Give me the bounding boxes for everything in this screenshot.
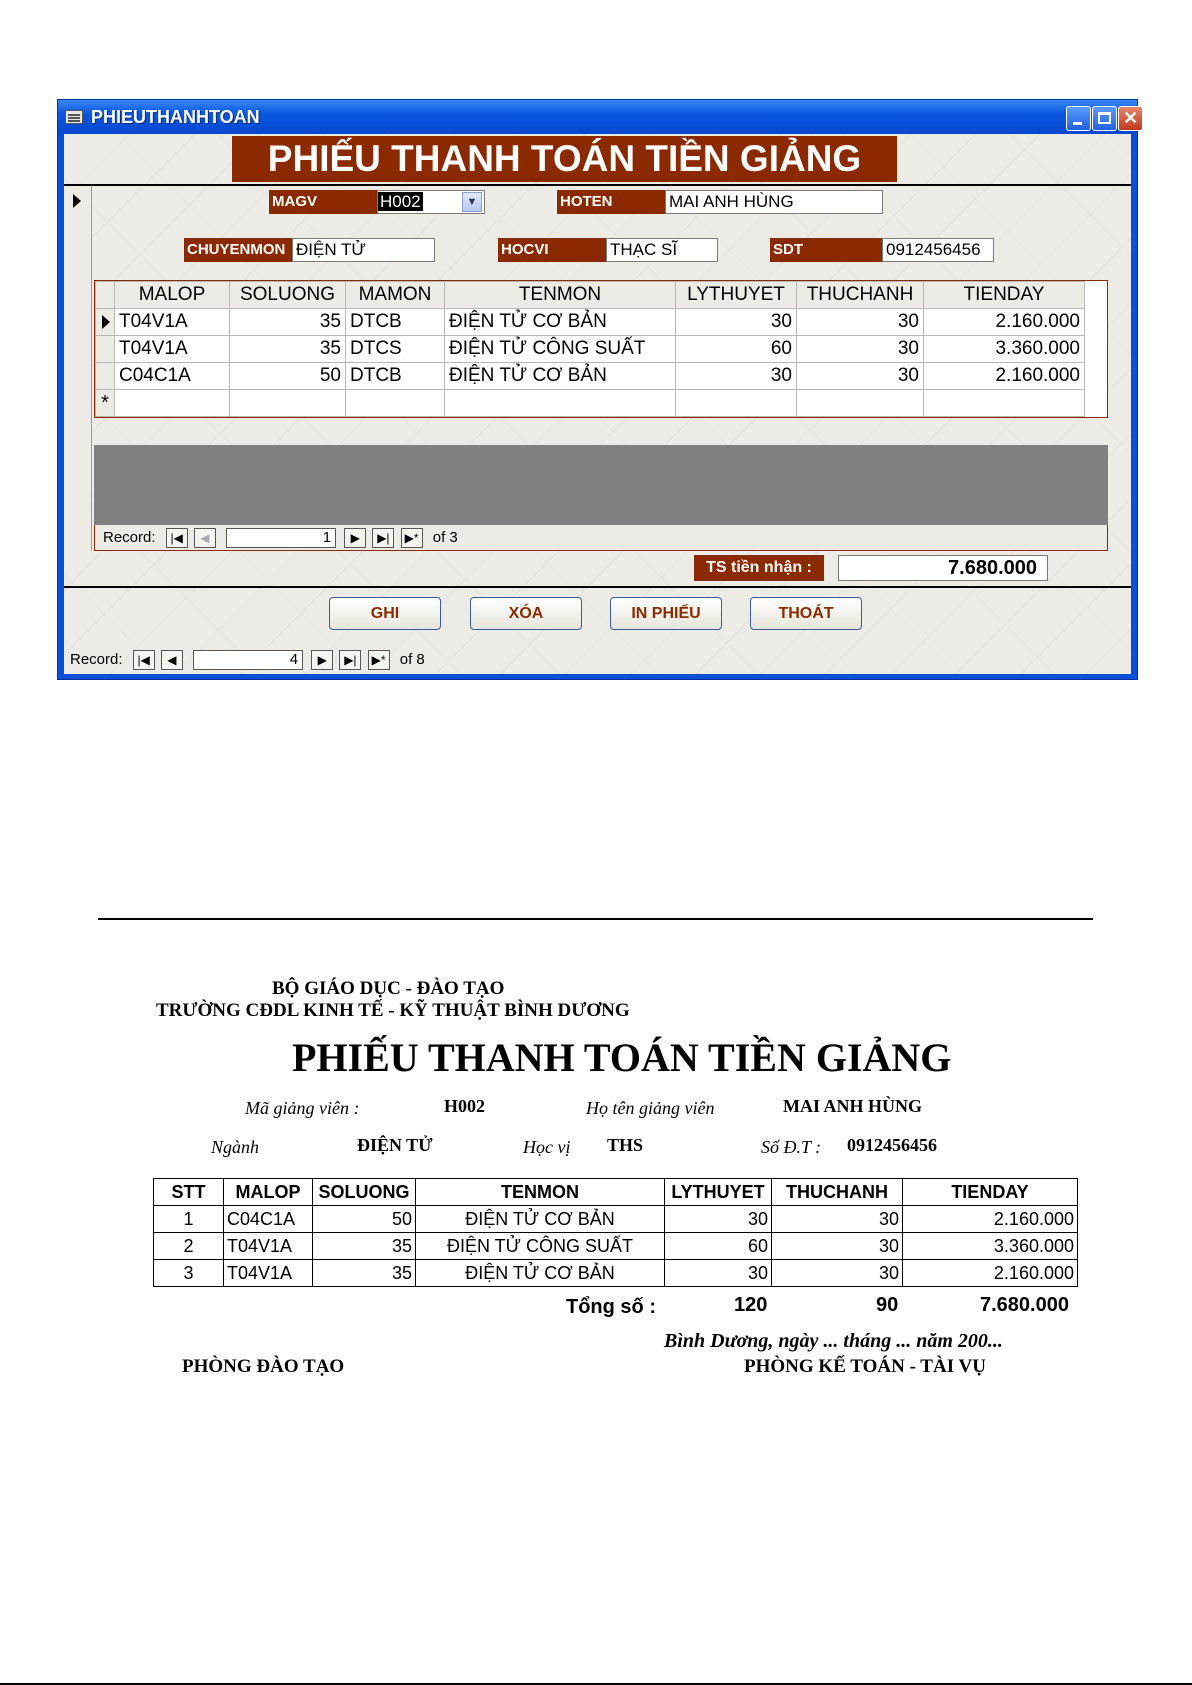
record-position-input[interactable]: 4 (193, 650, 303, 670)
report-header-school: TRƯỜNG CĐDL KINH TẾ - KỸ THUẬT BÌNH DƯƠNG (156, 1000, 630, 1021)
first-record-button[interactable]: |◀ (166, 528, 188, 548)
record-label: Record: (70, 651, 123, 668)
hocvi-field[interactable]: THẠC SĨ (606, 238, 718, 262)
report-total-label: Tổng số : (566, 1296, 656, 1318)
cell[interactable]: 30 (797, 336, 924, 363)
last-record-button[interactable]: ▶| (372, 528, 394, 548)
form-title: PHIẾU THANH TOÁN TIỀN GIẢNG (232, 136, 897, 182)
report-total-tienday: 7.680.000 (980, 1294, 1069, 1316)
report-value-nganh: ĐIỆN TỬ (357, 1135, 433, 1155)
report-sign-right: PHÒNG KẾ TOÁN - TÀI VỤ (744, 1356, 986, 1377)
cell[interactable] (230, 390, 346, 417)
table-row (154, 1260, 1078, 1287)
column-header[interactable]: SOLUONG (230, 282, 346, 309)
cell[interactable]: 2.160.000 (924, 363, 1085, 390)
cell[interactable]: 35 (230, 336, 346, 363)
subform-datasheet[interactable] (94, 280, 1108, 418)
cell: T04V1A (224, 1233, 313, 1260)
form-window (57, 99, 1138, 680)
title-bar[interactable] (58, 100, 1137, 134)
report-date-line: Bình Dương, ngày ... tháng ... năm 200... (664, 1330, 1003, 1352)
cell[interactable]: ĐIỆN TỬ CƠ BẢN (445, 363, 676, 390)
report-label-ho-ten: Họ tên giảng viên (586, 1098, 715, 1118)
cell: ĐIỆN TỬ CƠ BẢN (416, 1260, 665, 1287)
report-total-thuchanh: 90 (876, 1294, 899, 1316)
save-button[interactable]: GHI (329, 597, 441, 630)
new-record-button[interactable]: ▶* (368, 650, 390, 670)
cell[interactable]: 3.360.000 (924, 336, 1085, 363)
cell: 60 (665, 1233, 772, 1260)
table-row[interactable] (96, 363, 1085, 390)
report-label-hoc-vi: Học vị (523, 1137, 571, 1157)
subform-table (95, 281, 1085, 417)
row-selector[interactable] (96, 309, 115, 336)
cell[interactable] (346, 390, 445, 417)
cell: 3.360.000 (903, 1233, 1078, 1260)
cell[interactable]: T04V1A (115, 309, 230, 336)
next-record-button[interactable]: ▶ (344, 528, 366, 548)
table-row[interactable] (96, 309, 1085, 336)
column-header: TIENDAY (903, 1179, 1078, 1206)
column-header: STT (154, 1179, 224, 1206)
report-header-row (154, 1179, 1078, 1206)
report-label-ma-gv: Mã giảng viên : (245, 1098, 360, 1118)
cell: ĐIỆN TỬ CƠ BẢN (416, 1206, 665, 1233)
cell: 30 (772, 1233, 903, 1260)
print-button[interactable]: IN PHIẾU (610, 597, 722, 630)
prev-record-button[interactable]: ◀ (194, 528, 216, 548)
chuyenmon-label: CHUYENMON (184, 238, 292, 262)
maximize-button[interactable] (1092, 106, 1117, 131)
cell: 2.160.000 (903, 1206, 1078, 1233)
cell: 30 (665, 1206, 772, 1233)
table-row (154, 1233, 1078, 1260)
cell[interactable]: DTCS (346, 336, 445, 363)
separator-rule (98, 918, 1093, 920)
cell[interactable]: 35 (230, 309, 346, 336)
report-label-so-dt: Số Đ.T : (761, 1137, 822, 1157)
cell[interactable]: 30 (676, 309, 797, 336)
report-value-ma-gv: H002 (444, 1096, 486, 1116)
minimize-button[interactable] (1066, 106, 1091, 131)
form-icon (65, 110, 83, 124)
cell: ĐIỆN TỬ CÔNG SUẤT (416, 1233, 665, 1260)
record-selector[interactable] (64, 186, 92, 551)
cell[interactable]: ĐIỆN TỬ CƠ BẢN (445, 309, 676, 336)
record-count: of 3 (432, 529, 458, 546)
subform-record-navigator (103, 526, 458, 550)
cell[interactable]: 60 (676, 336, 797, 363)
cell: C04C1A (224, 1206, 313, 1233)
cell[interactable]: 30 (797, 309, 924, 336)
cell[interactable]: 50 (230, 363, 346, 390)
report-sign-left: PHÒNG ĐÀO TẠO (182, 1356, 345, 1377)
report-total-lythuyet: 120 (734, 1294, 768, 1316)
datasheet-empty-area (94, 445, 1108, 525)
hoten-field[interactable]: MAI ANH HÙNG (665, 190, 883, 214)
cell: 35 (313, 1260, 416, 1287)
record-label: Record: (103, 529, 156, 546)
chuyenmon-field[interactable]: ĐIỆN TỬ (292, 238, 435, 262)
cell[interactable] (445, 390, 676, 417)
cell[interactable]: DTCB (346, 309, 445, 336)
cell[interactable]: 30 (676, 363, 797, 390)
maximize-icon (1098, 112, 1111, 124)
magv-value: H002 (380, 192, 421, 211)
magv-combo[interactable] (377, 190, 485, 214)
cell: T04V1A (224, 1260, 313, 1287)
minimize-icon (1073, 122, 1082, 125)
record-count: of 8 (399, 651, 425, 668)
window-title: PHIEUTHANHTOAN (91, 107, 260, 127)
cell: 3 (154, 1260, 224, 1287)
sdt-field[interactable]: 0912456456 (882, 238, 994, 262)
hocvi-label: HOCVI (498, 238, 606, 262)
report-value-so-dt: 0912456456 (847, 1135, 937, 1155)
new-record-icon: * (96, 390, 115, 417)
cell[interactable]: ĐIỆN TỬ CÔNG SUẤT (445, 336, 676, 363)
column-header: LYTHUYET (665, 1179, 772, 1206)
record-position-input[interactable]: 1 (226, 528, 336, 548)
cell: 2.160.000 (903, 1260, 1078, 1287)
cell: 35 (313, 1233, 416, 1260)
column-header[interactable]: MALOP (115, 282, 230, 309)
cell[interactable]: DTCB (346, 363, 445, 390)
column-header: TENMON (416, 1179, 665, 1206)
last-record-button[interactable]: ▶| (339, 650, 361, 670)
magv-label: MAGV (269, 190, 377, 214)
column-header[interactable]: TENMON (445, 282, 676, 309)
form-client-area (64, 134, 1131, 674)
column-header[interactable]: TIENDAY (924, 282, 1085, 309)
close-icon: ✕ (1122, 108, 1139, 128)
column-header[interactable]: THUCHANH (797, 282, 924, 309)
row-selector-header[interactable] (96, 282, 115, 309)
row-selector[interactable] (96, 363, 115, 390)
cell[interactable] (115, 390, 230, 417)
cell: 30 (772, 1260, 903, 1287)
prev-record-button[interactable]: ◀ (161, 650, 183, 670)
new-record-button[interactable]: ▶* (401, 528, 423, 548)
current-record-icon (73, 194, 81, 208)
chevron-down-icon[interactable]: ▼ (462, 192, 482, 212)
next-record-button[interactable]: ▶ (311, 650, 333, 670)
report-value-hoc-vi: THS (607, 1135, 644, 1155)
column-header[interactable]: LYTHUYET (676, 282, 797, 309)
current-row-icon (102, 315, 110, 329)
subform-header-row (96, 282, 1085, 309)
report-value-ho-ten: MAI ANH HÙNG (783, 1096, 922, 1116)
delete-button[interactable]: XÓA (470, 597, 582, 630)
cell[interactable]: 2.160.000 (924, 309, 1085, 336)
cell: 50 (313, 1206, 416, 1233)
sdt-label: SDT (770, 238, 882, 262)
cell: 30 (665, 1260, 772, 1287)
header-divider (64, 184, 1131, 186)
column-header: MALOP (224, 1179, 313, 1206)
row-selector[interactable] (96, 336, 115, 363)
main-record-navigator (70, 648, 425, 672)
close-button[interactable] (1118, 106, 1143, 131)
total-field[interactable]: 7.680.000 (838, 555, 1048, 581)
first-record-button[interactable]: |◀ (133, 650, 155, 670)
column-header: SOLUONG (313, 1179, 416, 1206)
cell: 1 (154, 1206, 224, 1233)
cell[interactable] (797, 390, 924, 417)
report-label-nganh: Ngành (211, 1137, 260, 1157)
column-header[interactable]: MAMON (346, 282, 445, 309)
cell[interactable]: T04V1A (115, 336, 230, 363)
subform-nav-bar (94, 525, 1108, 551)
report-header-ministry: BỘ GIÁO DỤC - ĐÀO TẠO (272, 978, 505, 999)
cell[interactable] (676, 390, 797, 417)
cell[interactable]: C04C1A (115, 363, 230, 390)
report-title: PHIẾU THANH TOÁN TIỀN GIẢNG (292, 1035, 952, 1080)
total-label: TS tiền nhận : (694, 555, 824, 581)
column-header: THUCHANH (772, 1179, 903, 1206)
cell[interactable]: 30 (797, 363, 924, 390)
cell: 30 (772, 1206, 903, 1233)
table-row (154, 1206, 1078, 1233)
cell[interactable] (924, 390, 1085, 417)
table-row[interactable] (96, 336, 1085, 363)
exit-button[interactable]: THOÁT (750, 597, 862, 630)
footer-divider (64, 586, 1131, 588)
hoten-label: HOTEN (557, 190, 665, 214)
report-table (153, 1178, 1078, 1287)
cell: 2 (154, 1233, 224, 1260)
new-record-row[interactable] (96, 390, 1085, 417)
